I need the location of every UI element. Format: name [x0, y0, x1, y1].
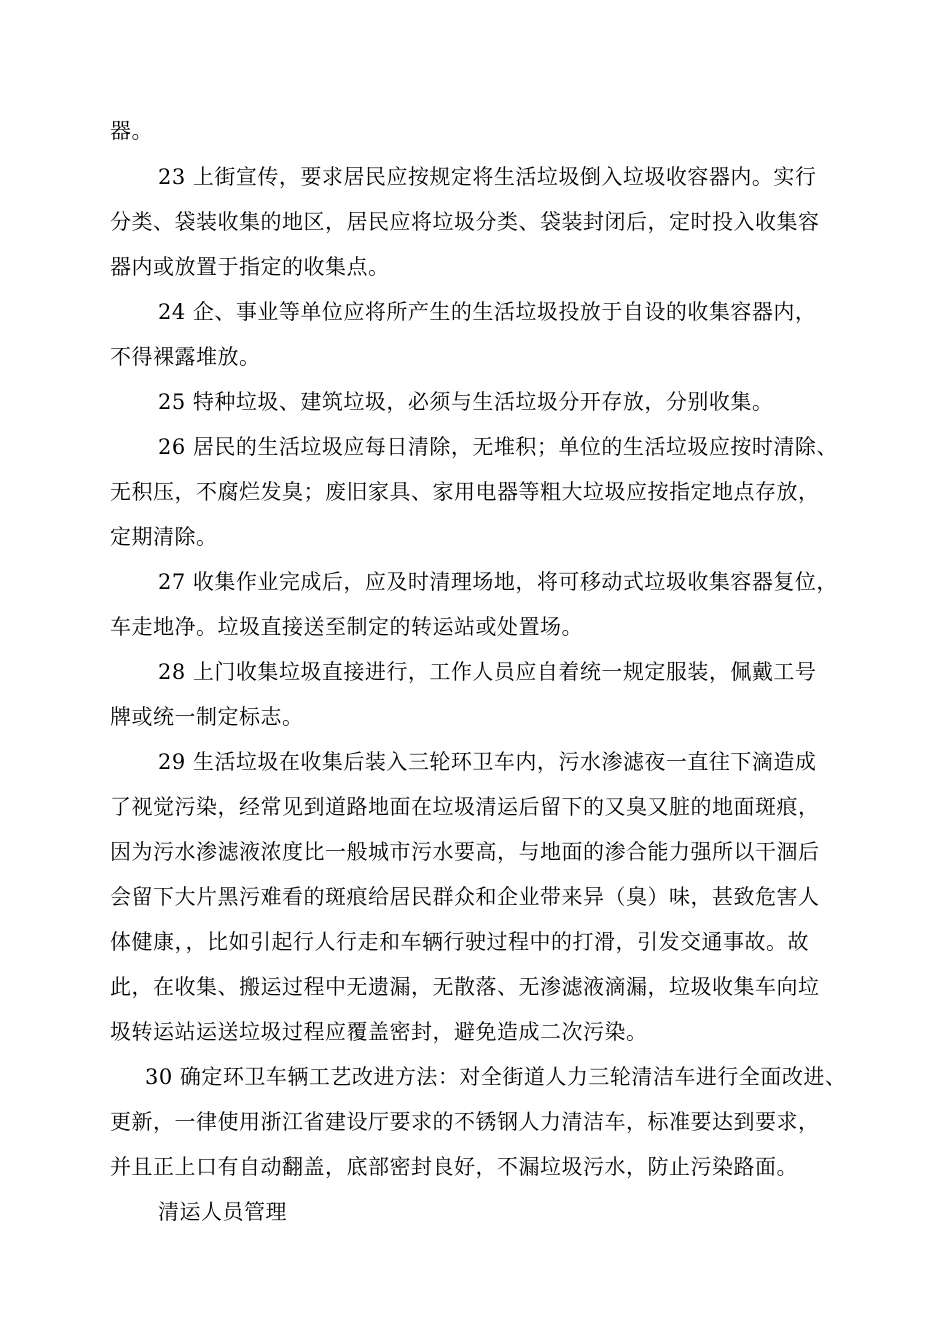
paragraph-23-line-3: 器内或放置于指定的收集点。 [110, 255, 390, 279]
paragraph-29-line-1: 29 生活垃圾在收集后装入三轮环卫车内，污水渗滤夜一直往下滴造成 [158, 750, 817, 774]
paragraph-28-line-2: 牌或统一制定标志。 [110, 705, 304, 729]
paragraph-25-line-1: 25 特种垃圾、建筑垃圾，必须与生活垃圾分开存放，分别收集。 [158, 390, 774, 414]
paragraph-24-line-1: 24 企、事业等单位应将所产生的生活垃圾投放于自设的收集容器内， [158, 300, 817, 324]
paragraph-27-line-2: 车走地净。垃圾直接送至制定的转运站或处置场。 [110, 615, 583, 639]
paragraph-26-line-1: 26 居民的生活垃圾应每日清除，无堆积；单位的生活垃圾应按时清除、 [158, 435, 838, 459]
paragraph-30-line-3: 并且正上口有自动翻盖，底部密封良好，不漏垃圾污水，防止污染路面。 [110, 1155, 798, 1179]
paragraph-29-line-4: 会留下大片黑污难看的斑痕给居民群众和企业带来异（臭）味，甚致危害人 [110, 885, 820, 909]
paragraph-23-line-1: 23 上街宣传，要求居民应按规定将生活垃圾倒入垃圾收容器内。实行 [158, 165, 817, 189]
paragraph-29-line-7: 圾转运站运送垃圾过程应覆盖密封，避免造成二次污染。 [110, 1020, 648, 1044]
paragraph-29-line-6: 此，在收集、搬运过程中无遗漏，无散落、无渗滤液滴漏，垃圾收集车向垃 [110, 975, 820, 999]
paragraph-29-line-5: 体健康，，比如引起行人行走和车辆行驶过程中的打滑，引发交通事故。故 [110, 930, 809, 954]
paragraph-28-line-1: 28 上门收集垃圾直接进行，工作人员应自着统一规定服装，佩戴工号 [158, 660, 817, 684]
paragraph-29-line-3: 因为污水渗滤液浓度比一般城市污水要高，与地面的渗合能力强所以干涸后 [110, 840, 820, 864]
paragraph-30-line-2: 更新，一律使用浙江省建设厅要求的不锈钢人力清洁车，标准要达到要求， [110, 1110, 820, 1134]
paragraph-23-line-2: 分类、袋装收集的地区，居民应将垃圾分类、袋装封闭后，定时投入收集容 [110, 210, 820, 234]
text-line: 器。 [110, 119, 153, 143]
paragraph-30-line-1: 30 确定环卫车辆工艺改进方法：对全街道人力三轮清洁车进行全面改进、 [145, 1065, 847, 1089]
paragraph-29-line-2: 了视觉污染，经常见到道路地面在垃圾清运后留下的又臭又脏的地面斑痕， [110, 795, 820, 819]
paragraph-26-line-3: 定期清除。 [110, 525, 218, 549]
paragraph-24-line-2: 不得裸露堆放。 [110, 345, 261, 369]
paragraph-27-line-1: 27 收集作业完成后，应及时清理场地，将可移动式垃圾收集容器复位， [158, 570, 838, 594]
paragraph-26-line-2: 无积压，不腐烂发臭；废旧家具、家用电器等粗大垃圾应按指定地点存放， [110, 480, 820, 504]
section-heading: 清运人员管理 [158, 1200, 287, 1224]
